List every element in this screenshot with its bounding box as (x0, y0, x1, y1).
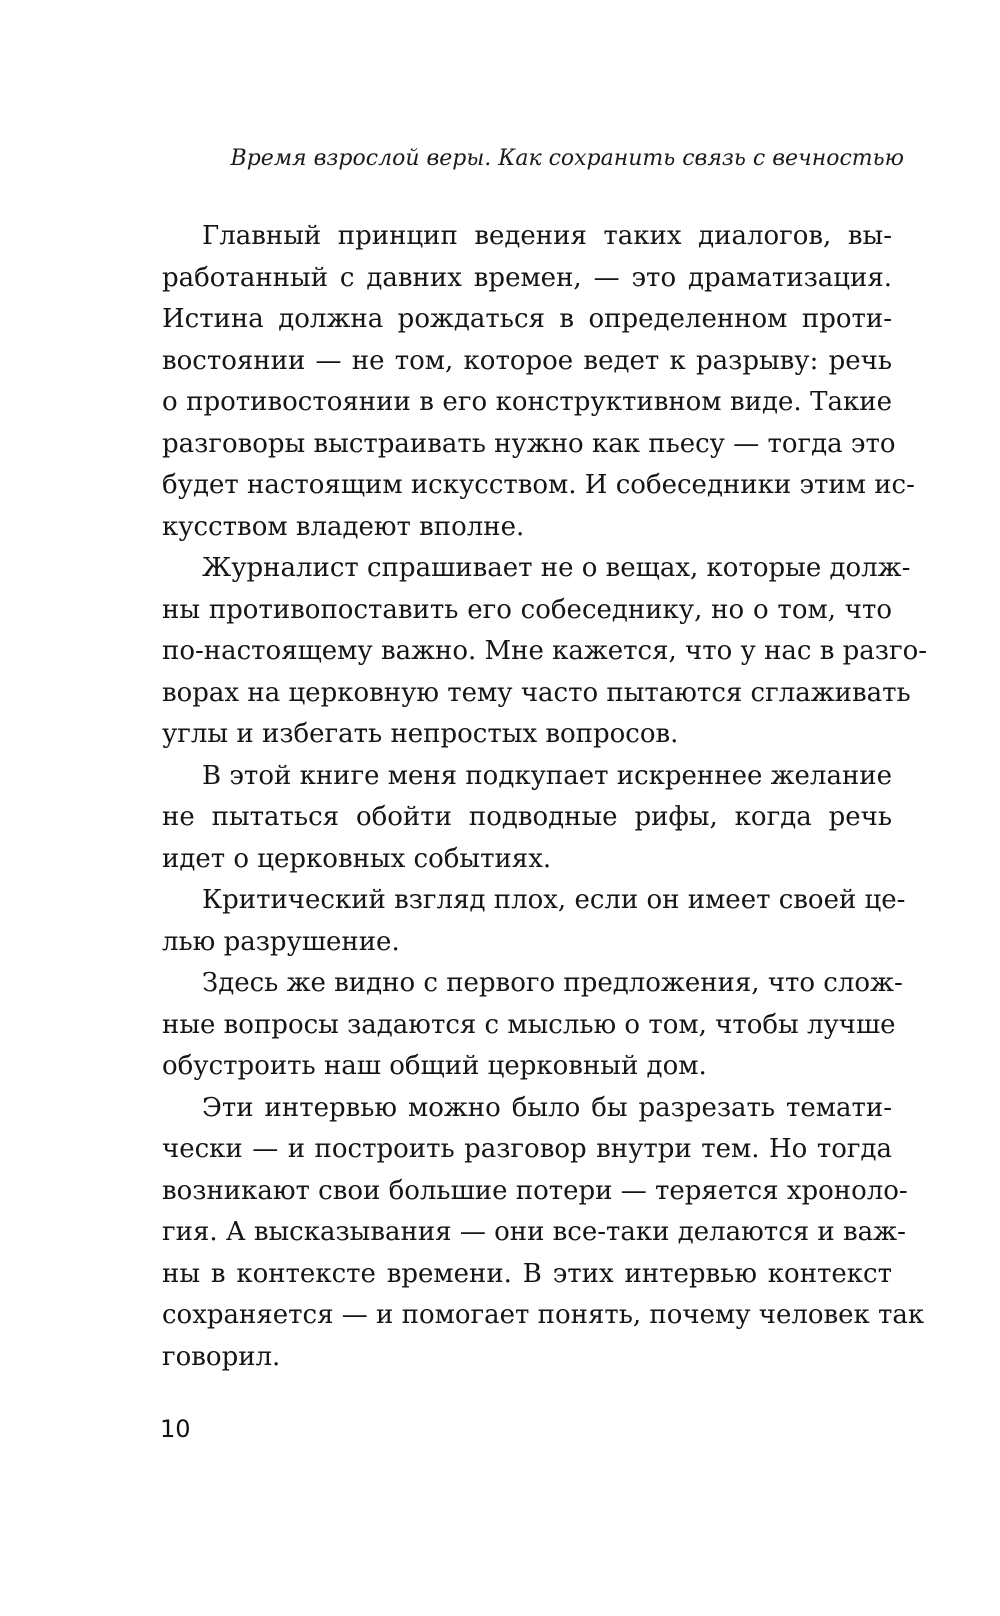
text-line: не пытаться обойти подводные рифы, когда речь (162, 802, 892, 832)
page-number: 10 (160, 1415, 191, 1443)
text-line: будет настоящим искусством. И собеседники этим ис- (162, 470, 915, 500)
text-line: Журналист спрашивает не о вещах, которые долж- (202, 553, 911, 583)
text-line: лью разрушение. (162, 926, 400, 957)
text-line: ны в контексте времени. В этих интервью контекст (162, 1258, 892, 1289)
text-line: Истина должна рождаться в определенном проти- (162, 304, 892, 334)
text-line: чески — и построить разговор внутри тем. Но тогда (162, 1134, 892, 1164)
text-line: работанный с давних времен, — это драматизация. (162, 262, 892, 293)
text-line: ворах на церковную тему часто пытаются сглаживать (162, 677, 911, 708)
text-line: обустроить наш общий церковный дом. (162, 1051, 707, 1081)
text-line: востоянии — не том, которое ведет к разрыву: речь (162, 345, 892, 376)
text-line: углы и избегать непростых вопросов. (162, 719, 679, 749)
text-line: по-настоящему важно. Мне кажется, что у нас в разго- (162, 636, 928, 666)
text-line: идет о церковных событиях. (162, 843, 552, 874)
text-line: ны противопоставить его собеседнику, но о том, что (162, 594, 892, 625)
running-head: Время взрослой веры. Как сохранить связь с вечностью (230, 146, 904, 171)
text-line: Главный принцип ведения таких диалогов, вы- (202, 221, 892, 251)
text-line: Эти интервью можно было бы разрезать темати- (202, 1092, 892, 1123)
text-line: ные вопросы задаются с мыслью о том, чтобы лучше (162, 1009, 896, 1040)
text-line: кусством владеют вполне. (162, 511, 525, 542)
text-line: возникают свои большие потери — теряется хроноло- (162, 1175, 908, 1206)
text-line: гия. А высказывания — они все-таки делаются и важ- (162, 1217, 906, 1247)
text-line: Здесь же видно с первого предложения, что слож- (202, 968, 903, 998)
text-line: о противостоянии в его конструктивном виде. Такие (162, 387, 892, 417)
text-line: В этой книге меня подкупает искреннее желание (202, 760, 892, 791)
body-text (162, 216, 928, 1378)
text-line: сохраняется — и помогает понять, почему человек так (162, 1300, 925, 1330)
text-line: говорил. (162, 1341, 281, 1372)
text-line: Критический взгляд плох, если он имеет своей це- (202, 885, 906, 915)
text-line: разговоры выстраивать нужно как пьесу — тогда это (162, 428, 896, 459)
